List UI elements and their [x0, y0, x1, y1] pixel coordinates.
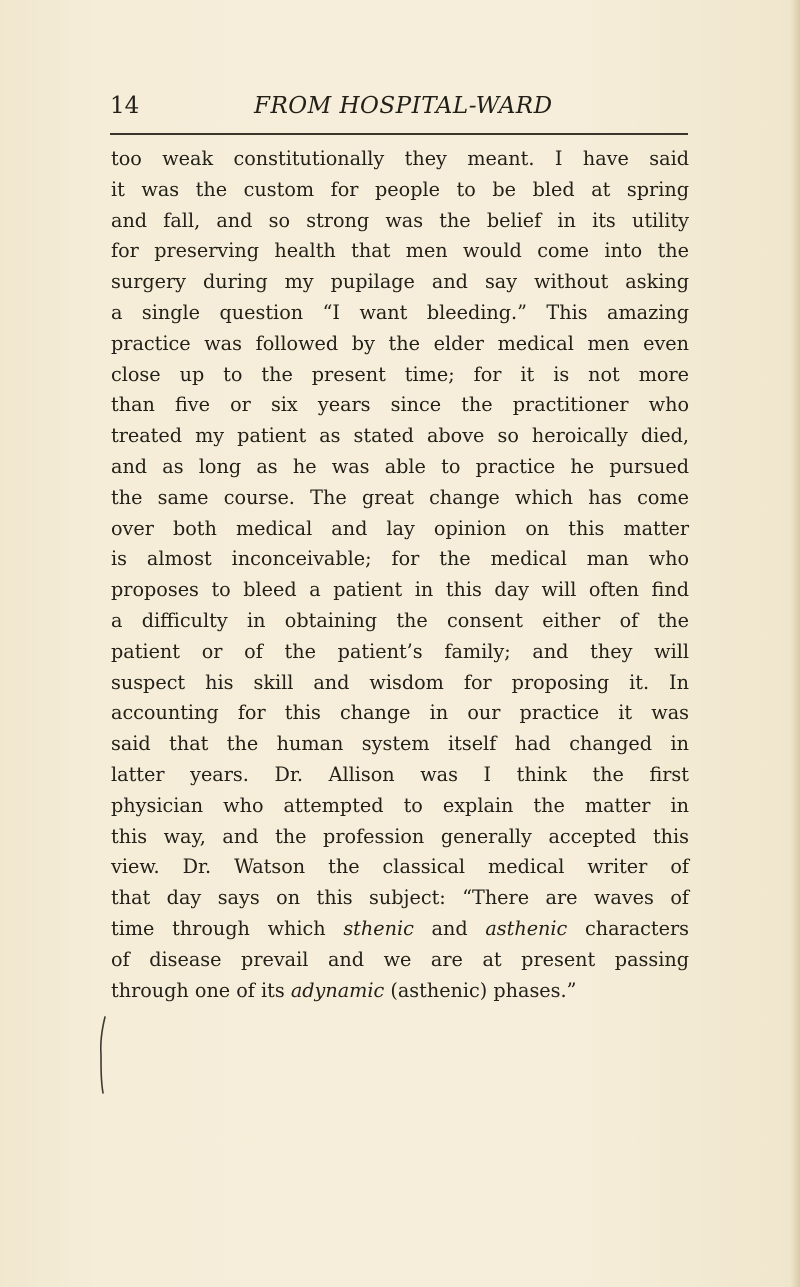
italic-term: asthenic [485, 916, 568, 940]
text-line: for preserving health that men would come into the [111, 239, 689, 263]
header-rule [110, 133, 688, 135]
text-line: patient or of the patient’s family; and they will [111, 639, 689, 663]
text-line: proposes to bleed a patient in this day will often find [111, 578, 689, 602]
text-line: suspect his skill and wisdom for proposing it. In [111, 670, 689, 694]
text-line [111, 976, 689, 1007]
margin-pencil-mark [94, 1015, 108, 1095]
text-line: treated my patient as stated above so heroically died, [111, 424, 689, 448]
text-line: and as long as he was able to practice he pursued [111, 454, 689, 478]
text-line: said that the human system itself had changed in [111, 732, 689, 756]
text-run: and [413, 916, 486, 940]
text-line: a single question “I want bleeding.” This amazing [111, 300, 689, 324]
text-line: a difficulty in obtaining the consent either of the [111, 608, 689, 632]
text-run: through one of its [111, 978, 291, 1002]
text-line: it was the custom for people to be bled at spring [111, 177, 689, 201]
body-text [111, 144, 689, 1006]
text-line: the same course. The great change which has come [111, 485, 689, 509]
text-run: (asthenic) phases.” [384, 978, 577, 1002]
italic-term: sthenic [343, 916, 414, 940]
text-run: characters [567, 916, 689, 940]
page-edge-shadow [790, 0, 800, 1287]
page-number: 14 [110, 93, 140, 119]
text-line: too weak constitutionally they meant. I have said [111, 147, 689, 170]
text-line: over both medical and lay opinion on this matter [111, 516, 689, 540]
text-line: than five or six years since the practitioner who [111, 393, 689, 417]
text-line: of disease prevail and we are at present passing [111, 947, 689, 971]
text-line: physician who attempted to explain the matter in [111, 793, 689, 817]
text-line: latter years. Dr. Allison was I think the first [111, 762, 689, 786]
running-head: FROM HOSPITAL-WARD [254, 93, 553, 119]
text-line: accounting for this change in our practice it was [111, 701, 689, 725]
text-line: practice was followed by the elder medical men even [111, 331, 689, 355]
italic-term: adynamic [290, 978, 385, 1002]
text-line [111, 914, 689, 945]
text-line: view. Dr. Watson the classical medical writer of [111, 855, 689, 879]
page-header [110, 93, 685, 133]
text-line: that day says on this subject: “There are waves of [111, 886, 689, 910]
text-line: and fall, and so strong was the belief in its utility [111, 208, 689, 232]
text-line: close up to the present time; for it is not more [111, 362, 689, 386]
text-line: surgery during my pupilage and say without asking [111, 270, 689, 294]
text-line: this way, and the profession generally accepted this [111, 824, 689, 848]
text-run: time through which [111, 916, 344, 940]
text-line: is almost inconceivable; for the medical man who [111, 547, 689, 571]
